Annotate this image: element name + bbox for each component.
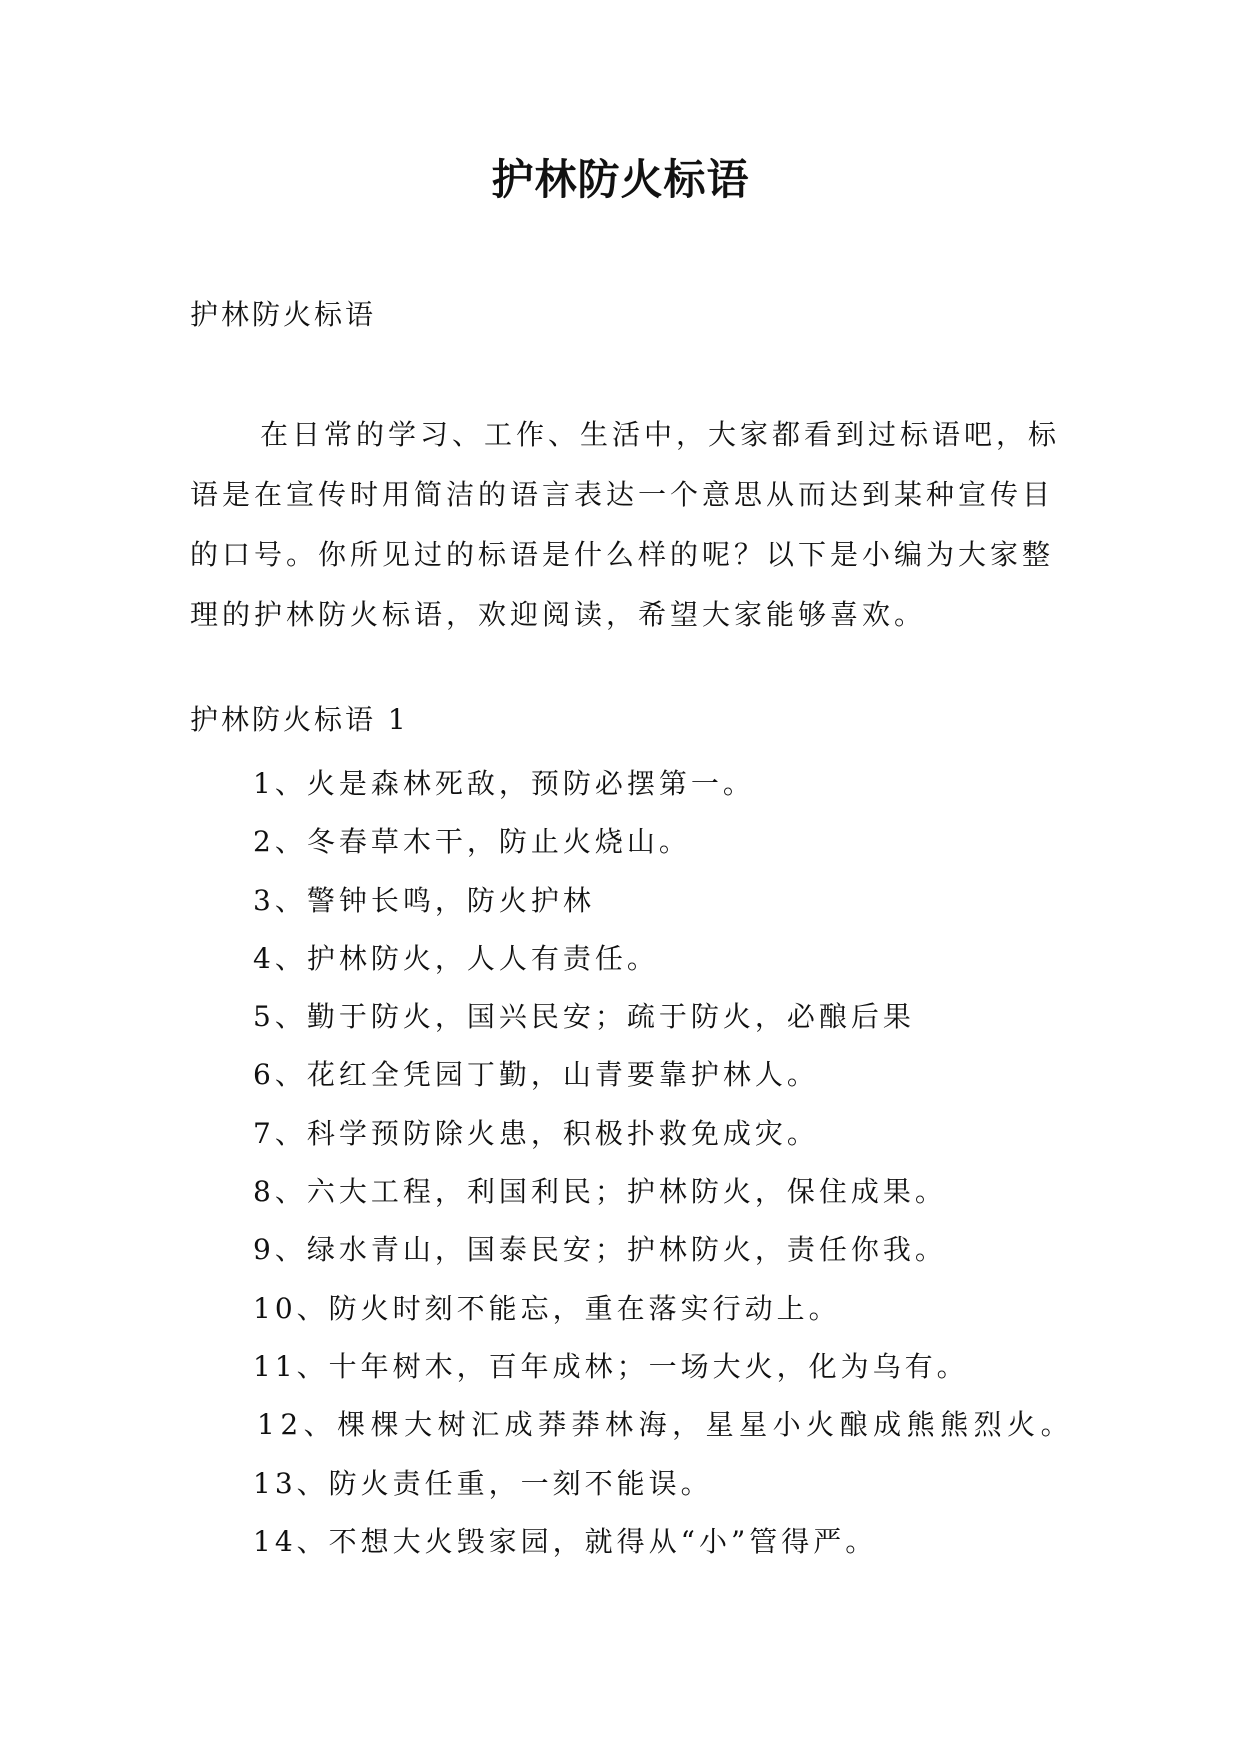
slogan-item: 5、勤于防火，国兴民安；疏于防火，必酿后果: [253, 1000, 915, 1034]
section-heading: 护林防火标语 1: [190, 703, 409, 736]
slogan-item: 11、十年树木，百年成林；一场大火，化为乌有。: [253, 1349, 969, 1383]
slogan-item: 3、警钟长鸣，防火护林: [253, 883, 595, 917]
intro-text: 在日常的学习、工作、生活中，大家都看到过标语吧，标语是在宣传时用简洁的语言表达一个意思从而达到某种宣传目的口号。你所见过的标语是什么样的呢？以下是小编为大家整理的护林防火标语，欢迎阅读，希望大家能够喜欢。: [190, 418, 1061, 631]
slogan-item: 9、绿水青山，国泰民安；护林防火，责任你我。: [253, 1233, 947, 1267]
slogan-item: 7、科学预防除火患，积极扑救免成灾。: [253, 1116, 819, 1150]
slogan-item: 14、不想大火毁家园，就得从“小”管得严。: [253, 1524, 878, 1558]
slogan-item: 10、防火时刻不能忘，重在落实行动上。: [253, 1291, 841, 1325]
intro-paragraph: [190, 405, 1070, 645]
slogan-item: 13、防火责任重，一刻不能误。: [253, 1466, 713, 1500]
slogan-item: 2、冬春草木干，防止火烧山。: [253, 825, 691, 859]
slogan-item: 1、火是森林死敌，预防必摆第一。: [253, 767, 755, 800]
slogan-item: 12、棵棵大树汇成莽莽林海，星星小火酿成熊熊烈火。: [257, 1408, 1075, 1442]
slogan-item: 4、护林防火，人人有责任。: [253, 941, 659, 975]
slogan-list: [253, 755, 1074, 1571]
slogan-item: 6、花红全凭园丁勤，山青要靠护林人。: [253, 1058, 819, 1092]
document-subtitle: 护林防火标语: [190, 298, 377, 331]
document-title: 护林防火标语: [491, 155, 750, 204]
slogan-item: 8、六大工程，利国利民；护林防火，保住成果。: [253, 1175, 947, 1209]
